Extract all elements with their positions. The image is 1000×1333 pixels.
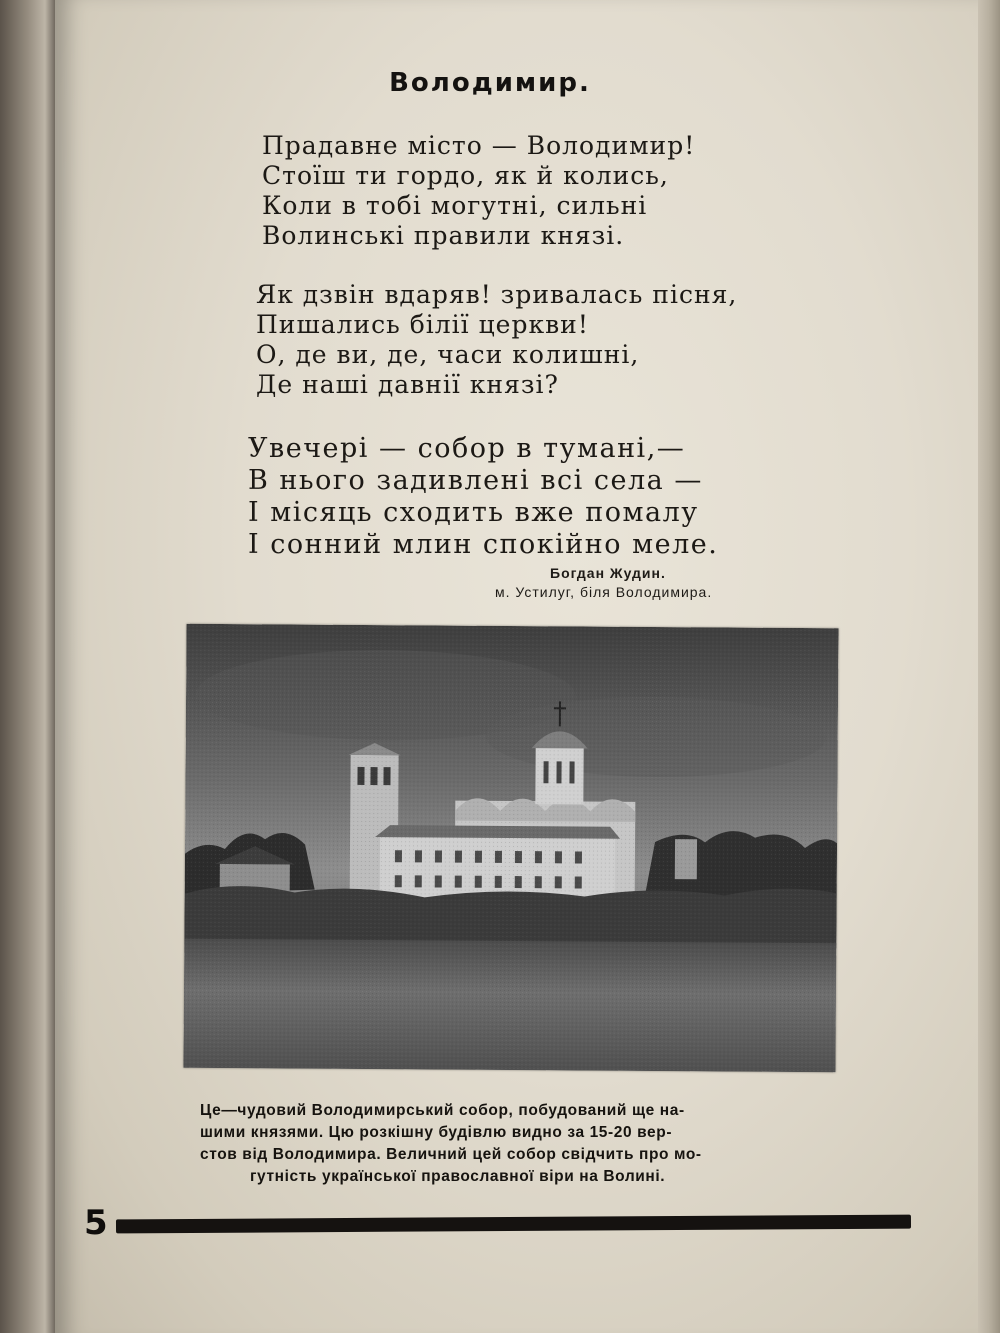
cathedral-photo bbox=[183, 624, 838, 1073]
poem-line: Стоїш ти гордо, як й колись, bbox=[262, 161, 669, 190]
page-number: 5 bbox=[84, 1203, 108, 1243]
poem-line: І сонний млин спокійно меле. bbox=[248, 529, 719, 560]
caption-line: стов від Володимира. Величний цей собор свідчить про мо- bbox=[200, 1146, 702, 1163]
poem-line: І місяць сходить вже помалу bbox=[248, 497, 699, 528]
previous-page-edge bbox=[0, 0, 60, 1333]
poem-line: Де наші давнії князі? bbox=[256, 370, 559, 399]
stanza-2 bbox=[256, 280, 737, 400]
poem-line: О, де ви, де, часи колишні, bbox=[256, 340, 640, 369]
photo-grain bbox=[183, 624, 838, 1073]
poem-line: Прадавне місто — Володимир! bbox=[262, 131, 696, 160]
poem-line: Коли в тобі могутні, сильні bbox=[262, 191, 648, 220]
poem-line: Волинські правили князі. bbox=[262, 221, 625, 250]
poem-author: Богдан Жудин. bbox=[550, 565, 666, 581]
poem-title: Володимир. bbox=[389, 68, 591, 98]
poem-place: м. Устилуг, біля Володимира. bbox=[495, 584, 713, 600]
poem-line: Пишались білії церкви! bbox=[256, 310, 589, 339]
page-stack-edge bbox=[978, 0, 1000, 1333]
stanza-3 bbox=[248, 433, 718, 561]
stanza-1 bbox=[262, 131, 695, 251]
poem-line: Як дзвін вдаряв! зривалась пісня, bbox=[256, 280, 738, 309]
caption-line: шими князями. Цю розкішну будівлю видно за 15-20 вер- bbox=[200, 1124, 673, 1141]
poem-line: Увечері — собор в тумані,— bbox=[248, 433, 686, 464]
caption-line: Це—чудовий Володимирський собор, побудований ще на- bbox=[200, 1102, 685, 1119]
poem-line: В нього задивлені всі села — bbox=[248, 465, 703, 496]
caption-line: гутність української православної віри на Волині. bbox=[250, 1168, 666, 1185]
photo-caption bbox=[200, 1100, 840, 1188]
